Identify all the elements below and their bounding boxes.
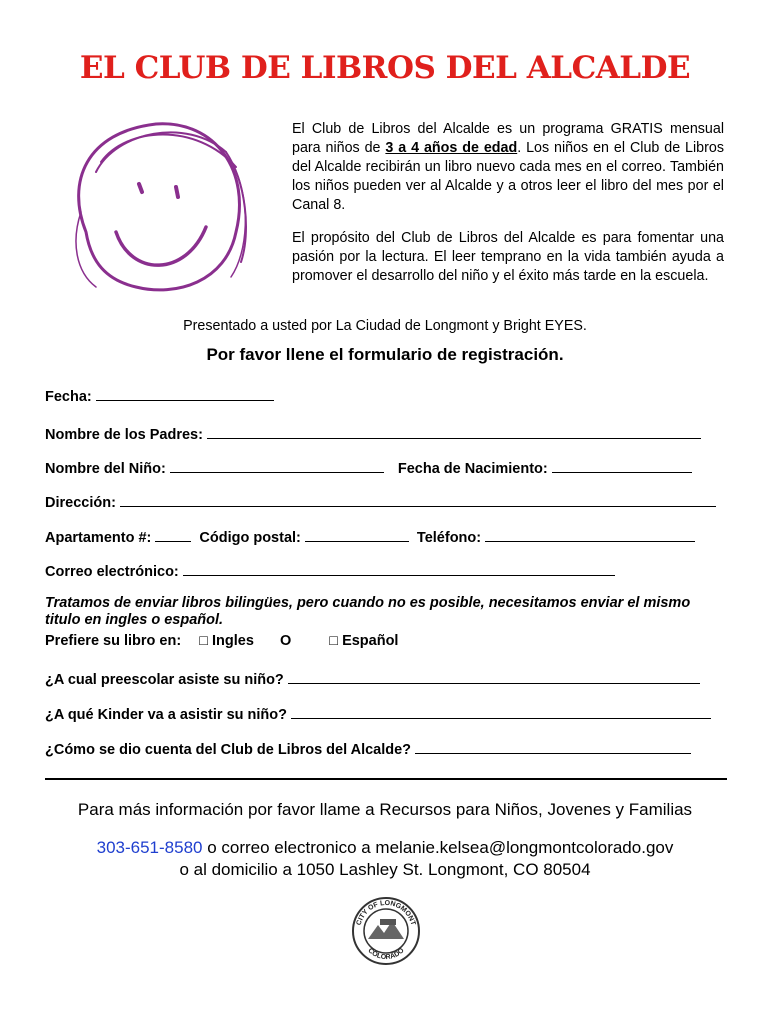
city-seal-logo <box>350 895 422 967</box>
language-row <box>45 633 398 649</box>
intro-paragraph-1: El Club de Libros del Alcalde es un programa GRATIS mensual para niños de 3 a 4 años de edad. Los niños en el Club de Libros del Alcalde recibirán un libro nuevo cada mes en el correo. También los niños pueden ver al Alcalde y a otros leer el libro del mes por el Canal 8. <box>292 121 724 213</box>
form-heading: Por favor llene el formulario de registración. <box>206 345 564 364</box>
svg-text:COLORADO: COLORADO <box>366 947 406 962</box>
telefono-label: Teléfono: <box>416 530 482 546</box>
correo-row <box>45 561 615 580</box>
como-field[interactable] <box>415 739 691 754</box>
padres-label: Nombre de los Padres: <box>45 427 203 443</box>
intro-paragraph-2: El propósito del Club de Libros del Alcalde es para fomentar una pasión por la lectura. El leer temprano en la vida también ayuda a promover el desarrollo del niño y el éxito más tarde en la escuela. <box>292 230 724 284</box>
kinder-field[interactable] <box>291 704 711 719</box>
child-face-drawing <box>66 112 252 302</box>
nino-label: Nombre del Niño: <box>45 461 166 477</box>
bilingual-note: Tratamos de enviar libros bilingües, pero cuando no es posible, necesitamos enviar el mismo titulo en ingles o español. <box>45 595 691 628</box>
preescolar-row <box>45 669 700 688</box>
apartamento-field[interactable] <box>155 527 191 542</box>
fecha-label: Fecha: <box>45 389 92 405</box>
como-label: ¿Cómo se dio cuenta del Club de Libros del Alcalde? <box>45 742 412 758</box>
postal-field[interactable] <box>305 527 409 542</box>
preescolar-label: ¿A cual preescolar asiste su niño? <box>45 672 284 688</box>
age-range-emphasis: 3 a 4 años de edad <box>385 140 518 156</box>
fecha-field[interactable] <box>96 386 274 401</box>
direccion-row <box>45 492 716 511</box>
correo-field[interactable] <box>183 561 615 576</box>
page-title: EL CLUB DE LIBROS DEL ALCALDE <box>79 50 691 86</box>
preescolar-field[interactable] <box>288 669 700 684</box>
info-line-3: o al domicilio a 1050 Lashley St. Longmont, CO 80504 <box>179 860 591 879</box>
nino-row <box>45 458 692 477</box>
svg-text:CITY OF LONGMONT: CITY OF LONGMONT <box>355 899 417 927</box>
kinder-label: ¿A qué Kinder va a asistir su niño? <box>45 707 287 723</box>
phone-link[interactable]: 303-651-8580 <box>96 838 203 857</box>
direccion-field[interactable] <box>120 492 716 507</box>
intro-text <box>292 120 724 300</box>
nacimiento-field[interactable] <box>552 458 692 473</box>
apartamento-label: Apartamento #: <box>45 530 152 546</box>
kinder-row <box>45 704 711 723</box>
info-line-2: 303-651-8580 o correo electronico a melanie.kelsea@longmontcolorado.gov <box>96 838 674 857</box>
telefono-field[interactable] <box>485 527 695 542</box>
padres-row <box>45 424 701 443</box>
postal-label: Código postal: <box>199 530 301 546</box>
checkbox-icon[interactable]: □ <box>329 633 339 649</box>
padres-field[interactable] <box>207 424 701 439</box>
nacimiento-label: Fecha de Nacimiento: <box>397 461 548 477</box>
info-line-1: Para más información por favor llame a Recursos para Niños, Jovenes y Familias <box>77 800 693 819</box>
correo-label: Correo electrónico: <box>45 564 179 580</box>
como-row <box>45 739 691 758</box>
direccion-label: Dirección: <box>45 495 116 511</box>
checkbox-icon[interactable]: □ <box>199 633 208 649</box>
or-label: O <box>279 633 292 649</box>
espanol-option[interactable]: □ Español <box>329 633 399 649</box>
nino-field[interactable] <box>170 458 384 473</box>
apartamento-row <box>45 527 695 546</box>
divider <box>45 778 727 780</box>
prefiere-label: Prefiere su libro en: <box>45 633 182 649</box>
presented-by-text: Presentado a usted por La Ciudad de Longmont y Bright EYES. <box>183 318 587 334</box>
ingles-option[interactable]: □ Ingles <box>199 633 254 649</box>
fecha-row <box>45 386 274 405</box>
